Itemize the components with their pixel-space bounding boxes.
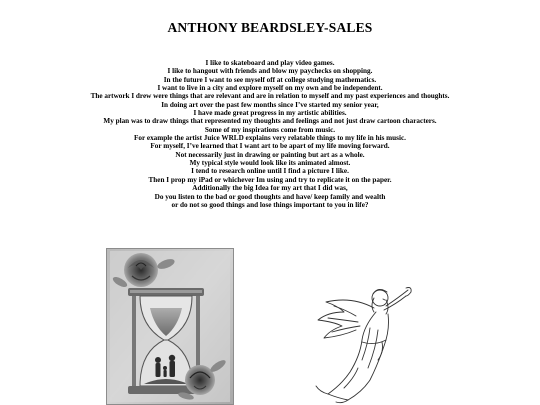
hourglass-roses-drawing-icon	[106, 248, 234, 405]
statement-line: Do you listen to the bad or good thoughts and have/ keep family and wealth	[154, 192, 386, 201]
statement-line: Some of my inspirations come from music.	[204, 125, 336, 134]
statement-line: Additionally the big Idea for my art that I did was,	[192, 184, 348, 193]
statement-line: In doing art over the past few months since I’ve started my senior year,	[161, 100, 379, 109]
statement-line: Then I prop my iPad or whichever Im using and try to replicate it on the paper.	[148, 175, 392, 184]
statement-line: I want to live in a city and explore myself on my own and be independent.	[157, 84, 383, 93]
statement-line: Not necessarily just in drawing or painting but art as a whole.	[175, 150, 365, 159]
statement-line: For example the artist Juice WRLD explains very relatable things to my life in his music.	[134, 134, 406, 143]
statement-line: I tend to research online until I find a picture I like.	[191, 167, 349, 176]
statement-line: or do not so good things and lose things important to you in life?	[171, 200, 369, 209]
statement-line: I have made great progress in my artistic abilities.	[193, 109, 347, 118]
angel-line-drawing-icon	[298, 268, 430, 405]
statement-line: The artwork I drew were things that are relevant and are in relation to myself and my past experiences and thoughts.	[90, 92, 450, 101]
statement-line: I like to hangout with friends and blow my paychecks on shopping.	[167, 67, 373, 76]
statement-line: I like to skateboard and play video games.	[205, 59, 335, 67]
statement-line: For myself, I’ve learned that I want art to be apart of my life moving forward.	[150, 142, 390, 151]
statement-line: My plan was to draw things that represented my thoughts and feelings and not just draw cartoon characters.	[103, 117, 437, 126]
page-title: ANTHONY BEARDSLEY-SALES	[167, 20, 373, 35]
statement-line: In the future I want to see myself off at college studying mathematics.	[163, 75, 377, 84]
statement-line: My typical style would look like its animated almost.	[189, 159, 351, 168]
artist-statement	[0, 59, 540, 209]
